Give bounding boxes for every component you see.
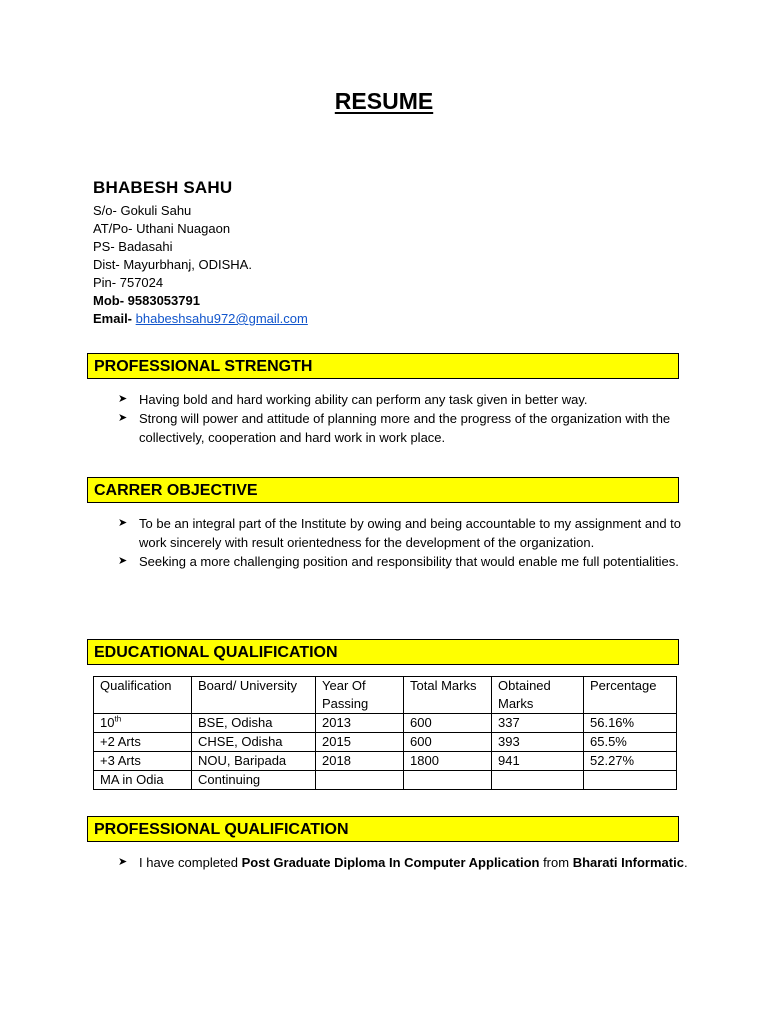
page-title: [0, 88, 768, 115]
table-header-row: [94, 677, 677, 714]
list-item: [118, 514, 688, 552]
list-item-text: Having bold and hard working ability can perform any task given in better way.: [139, 392, 588, 407]
table-cell: BSE, Odisha: [192, 714, 316, 733]
table-cell: 600: [404, 714, 492, 733]
arrow-bullet-icon: ➤: [118, 555, 128, 567]
table-cell: [94, 714, 192, 733]
mobile-number: Mob- 9583053791: [93, 293, 200, 308]
objective-list: [118, 514, 688, 571]
table-cell: 393: [492, 733, 584, 752]
table-cell: [584, 771, 677, 790]
list-item: [118, 853, 688, 872]
arrow-bullet-icon: ➤: [118, 393, 128, 405]
professional-list: [118, 853, 688, 872]
table-cell: 52.27%: [584, 752, 677, 771]
table-cell: 337: [492, 714, 584, 733]
list-item-text: .: [683, 855, 688, 870]
table-cell: 2013: [316, 714, 404, 733]
education-table: [93, 676, 677, 790]
list-item-text: Seeking a more challenging position and responsibility that would enable me full potentialities.: [139, 554, 679, 569]
qualification-text: 10: [100, 715, 115, 730]
list-item-text: Strong will power and attitude of planning more and the progress of the organization with the collectively, cooperation and hard work in work place.: [139, 411, 671, 445]
email-link[interactable]: bhabeshsahu972@gmail.com: [135, 311, 308, 326]
table-cell: [316, 771, 404, 790]
table-cell: NOU, Baripada: [192, 752, 316, 771]
table-cell: CHSE, Odisha: [192, 733, 316, 752]
table-cell: 65.5%: [584, 733, 677, 752]
institute-name: Bharati Informatic: [572, 855, 684, 870]
table-row: [94, 771, 677, 790]
table-cell: 1800: [404, 752, 492, 771]
address-line: Pin- 757024: [93, 275, 164, 290]
title-text: RESUME: [334, 88, 434, 114]
arrow-bullet-icon: ➤: [118, 412, 128, 424]
table-row: [94, 752, 677, 771]
table-header-cell: Board/ University: [192, 677, 316, 714]
section-heading-strength: PROFESSIONAL STRENGTH: [87, 353, 679, 379]
address-line: S/o- Gokuli Sahu: [93, 203, 192, 218]
table-cell: [492, 771, 584, 790]
table-cell: 2015: [316, 733, 404, 752]
list-item: [118, 390, 688, 409]
email-label: Email-: [93, 311, 133, 326]
table-cell: MA in Odia: [94, 771, 192, 790]
list-item-text: from: [539, 855, 573, 870]
arrow-bullet-icon: ➤: [118, 856, 128, 868]
table-cell: +3 Arts: [94, 752, 192, 771]
list-item-text: I have completed: [139, 855, 242, 870]
table-cell: 2018: [316, 752, 404, 771]
section-heading-professional: PROFESSIONAL QUALIFICATION: [87, 816, 679, 842]
section-heading-education: EDUCATIONAL QUALIFICATION: [87, 639, 679, 665]
address-line: Dist- Mayurbhanj, ODISHA.: [93, 257, 252, 272]
table-row: [94, 714, 677, 733]
table-header-cell: Total Marks: [404, 677, 492, 714]
table-row: [94, 733, 677, 752]
table-cell: [404, 771, 492, 790]
table-header-cell: Qualification: [94, 677, 192, 714]
section-heading-objective: CARRER OBJECTIVE: [87, 477, 679, 503]
table-cell: 56.16%: [584, 714, 677, 733]
table-header-cell: Year Of Passing: [316, 677, 404, 714]
table-cell: +2 Arts: [94, 733, 192, 752]
list-item: [118, 552, 688, 571]
arrow-bullet-icon: ➤: [118, 517, 128, 529]
address-line: PS- Badasahi: [93, 239, 173, 254]
table-cell: 600: [404, 733, 492, 752]
candidate-name: BHABESH SAHU: [93, 178, 233, 197]
table-header-cell: Percentage: [584, 677, 677, 714]
contact-block: [93, 202, 308, 328]
table-cell: Continuing: [192, 771, 316, 790]
email-row: [93, 310, 308, 328]
address-line: AT/Po- Uthani Nuagaon: [93, 221, 231, 236]
list-item: [118, 409, 688, 447]
superscript: th: [114, 714, 122, 724]
list-item-text: To be an integral part of the Institute by owing and being accountable to my assignment and to work sincerely with result orientedness for the development of the organization.: [139, 516, 682, 550]
strength-list: [118, 390, 688, 447]
course-name: Post Graduate Diploma In Computer Application: [241, 855, 540, 870]
table-header-cell: Obtained Marks: [492, 677, 584, 714]
table-cell: 941: [492, 752, 584, 771]
